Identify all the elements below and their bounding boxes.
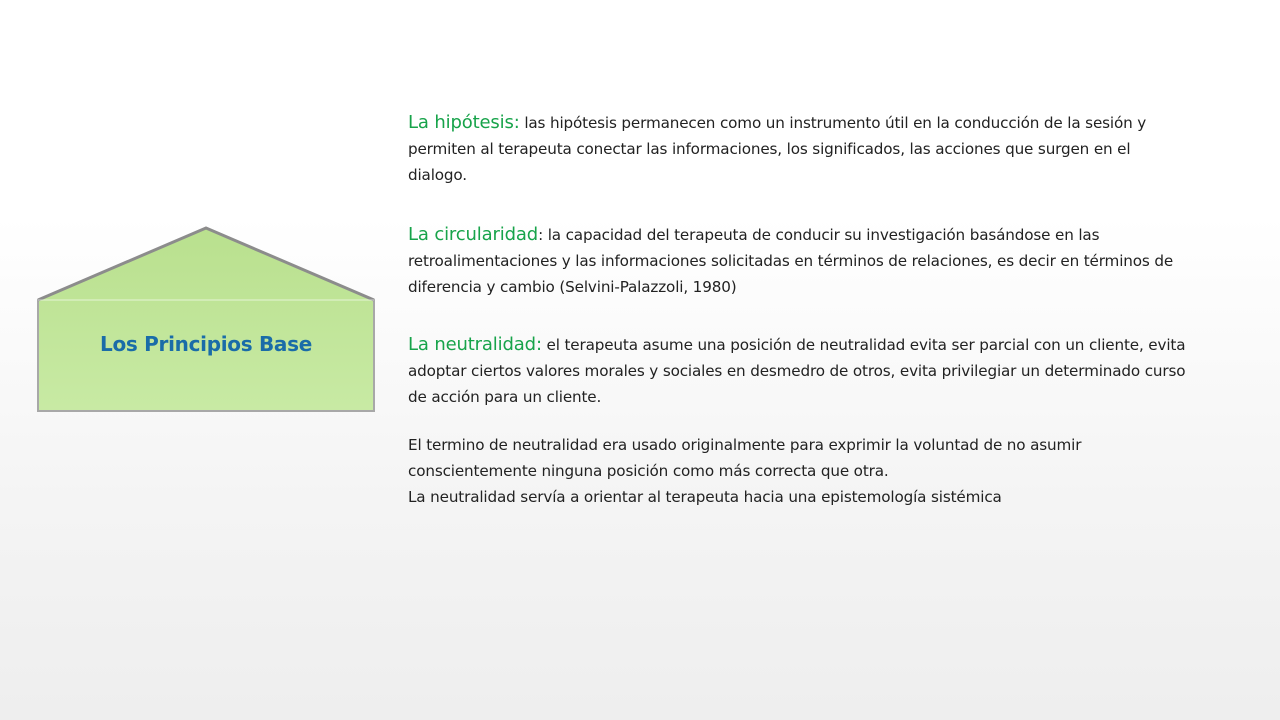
text-neutralidad: el terapeuta asume una posición de neutralidad evita ser parcial con un cliente, evita adoptar ciertos valores morales y sociales en desmedro de otros, evita privilegiar un determinado curso de acción para un cliente. (408, 336, 1186, 406)
term-hipotesis: La hipótesis: (408, 112, 520, 133)
paragraph-orientar: La neutralidad servía a orientar al terapeuta hacia una epistemología sistémica (408, 488, 1002, 506)
paragraph-hipotesis (408, 110, 1188, 188)
text-hipotesis: las hipótesis permanecen como un instrumento útil en la conducción de la sesión y permiten al terapeuta conectar las informaciones, los significados, las acciones que surgen en el dialogo. (408, 114, 1147, 184)
house-shape (36, 226, 376, 412)
paragraph-circularidad (408, 222, 1188, 300)
term-circularidad: La circularidad (408, 224, 539, 245)
house-pentagon-icon (36, 226, 376, 412)
paragraph-neutralidad (408, 332, 1188, 410)
text-circularidad: : la capacidad del terapeuta de conducir su investigación basándose en las retroalimentaciones y las informaciones solicitadas en términos de relaciones, es decir en términos de diferencia y cambio (Selvini-Palazzoli, 1980) (408, 226, 1174, 296)
paragraph-termino: El termino de neutralidad era usado originalmente para exprimir la voluntad de no asumir conscientemente ninguna posición como más correcta que otra. (408, 436, 1082, 480)
house-label: Los Principios Base (100, 332, 312, 356)
term-neutralidad: La neutralidad: (408, 334, 542, 355)
